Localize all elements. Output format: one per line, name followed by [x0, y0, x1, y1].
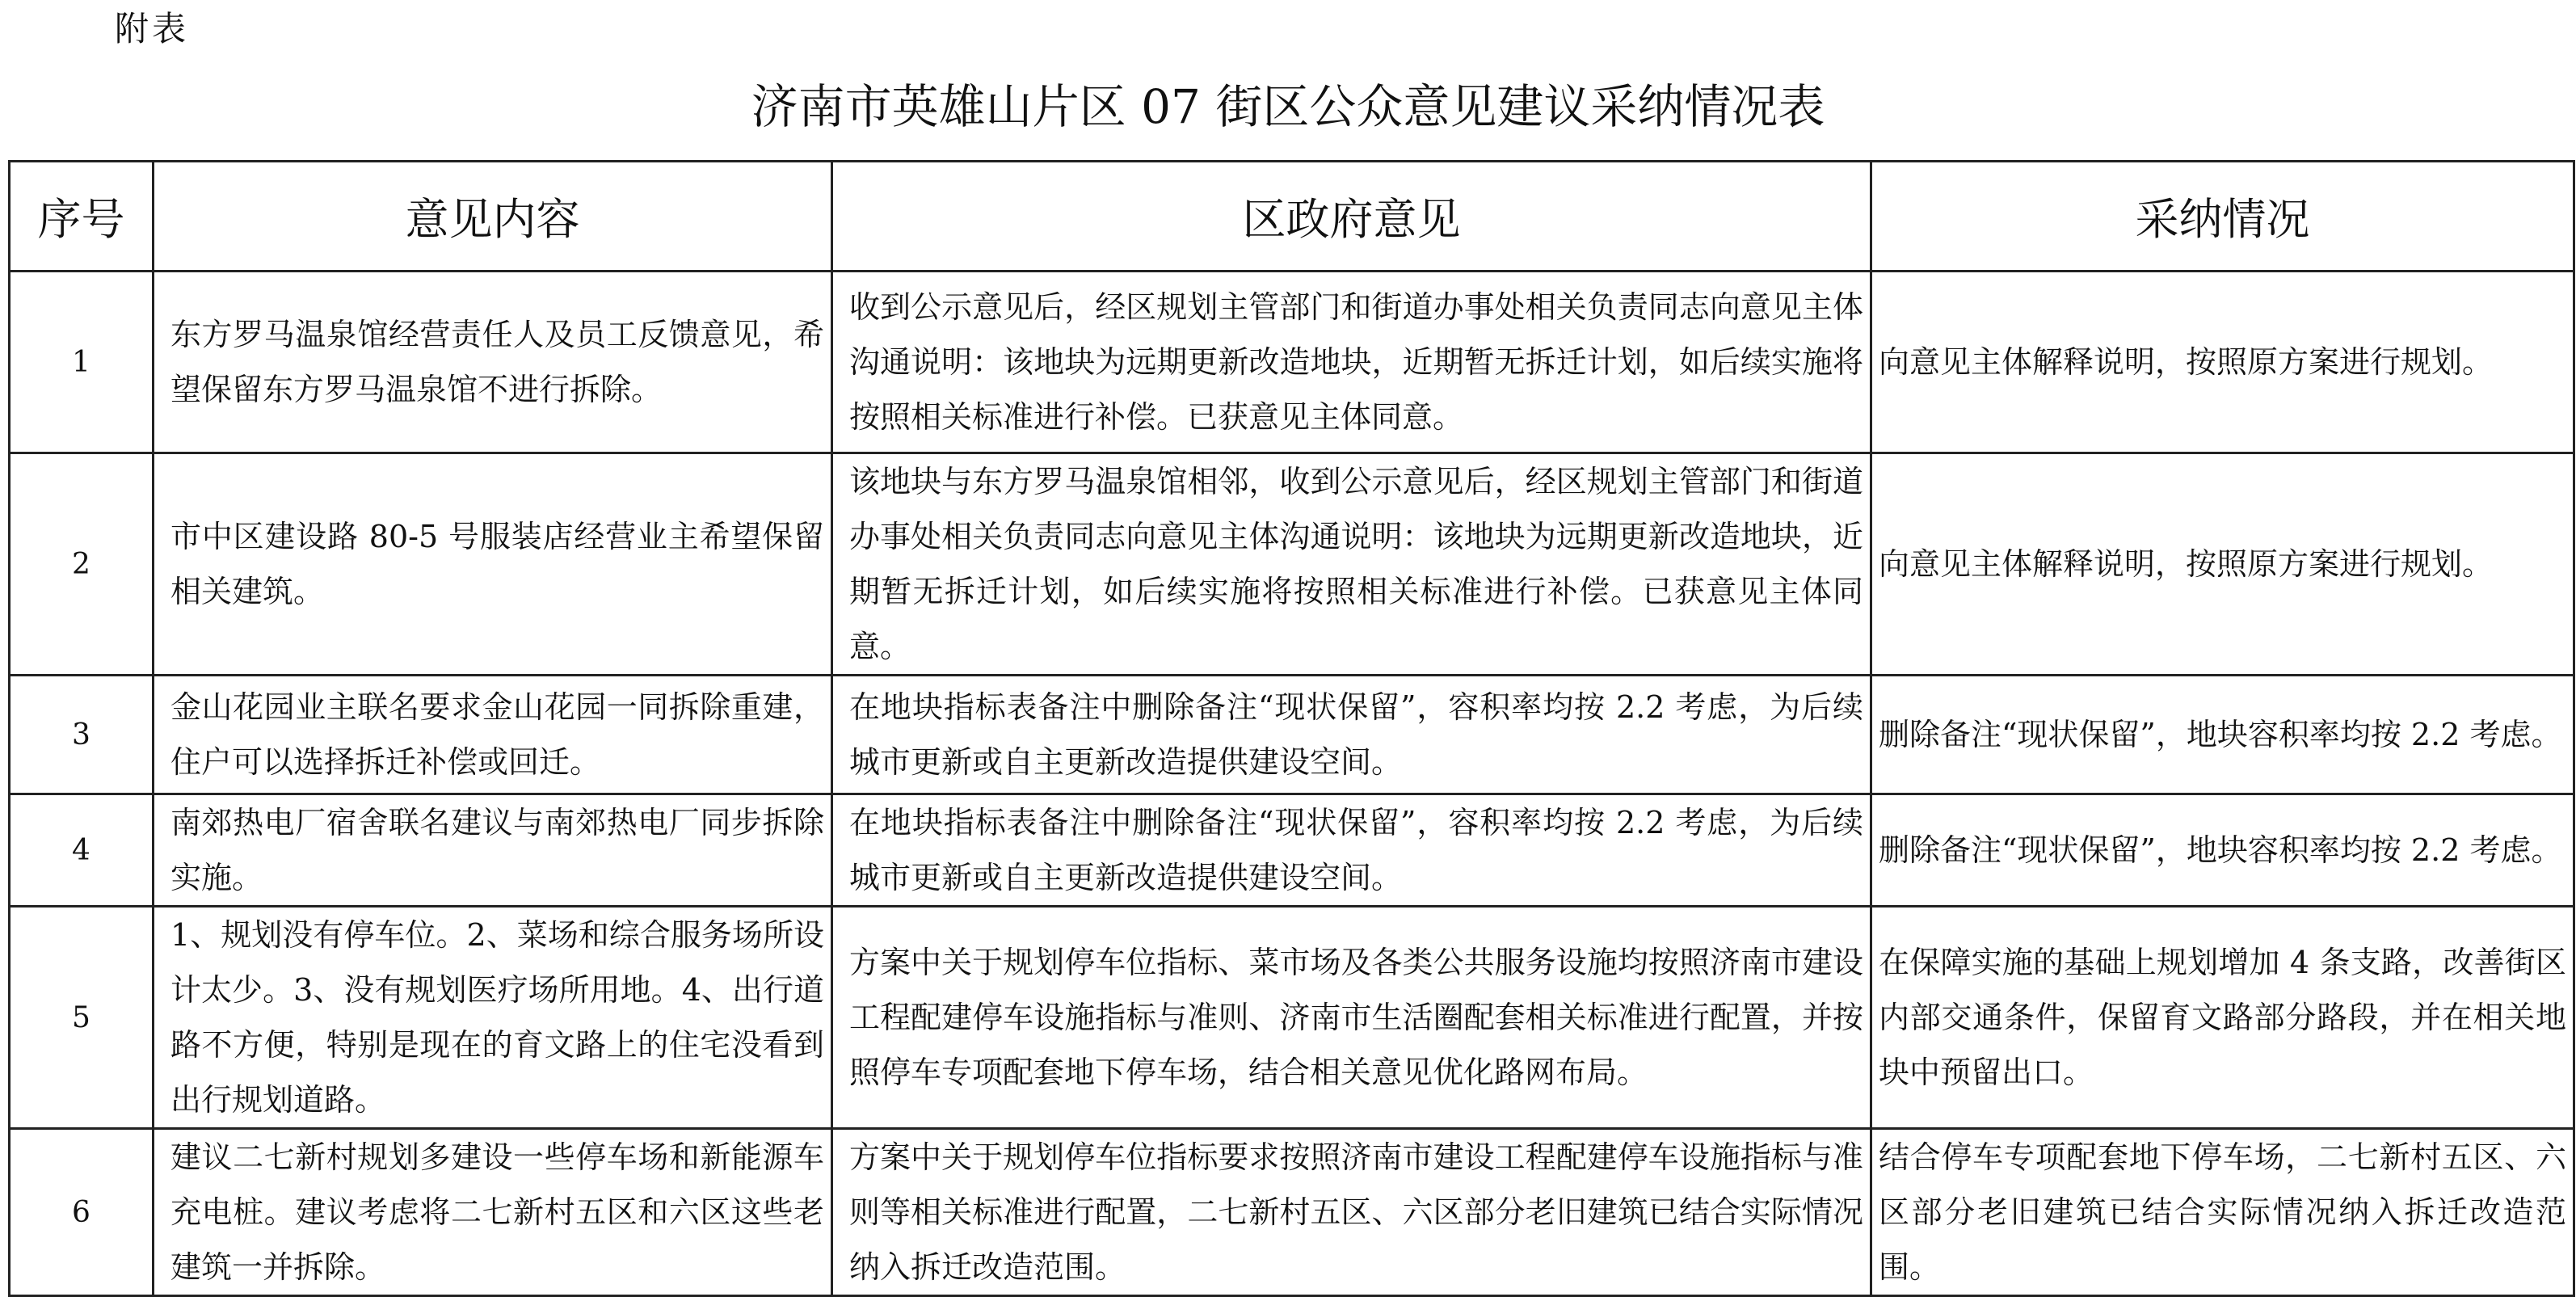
header-no: 序号	[10, 162, 154, 272]
appendix-label: 附表	[115, 9, 190, 48]
cell-opinion: 南郊热电厂宿舍联名建议与南郊热电厂同步拆除实施。	[154, 794, 832, 907]
cell-opinion: 市中区建设路 80-5 号服装店经营业主希望保留相关建筑。	[154, 453, 832, 676]
cell-gov: 方案中关于规划停车位指标、菜市场及各类公共服务设施均按照济南市建设工程配建停车设施指标与准则、济南市生活圈配套相关标准进行配置，并按照停车专项配套地下停车场，结合相关意见优化路网布局。	[832, 907, 1871, 1129]
cell-gov: 在地块指标表备注中删除备注“现状保留”，容积率均按 2.2 考虑，为后续城市更新或自主更新改造提供建设空间。	[832, 676, 1871, 794]
cell-adopt: 删除备注“现状保留”，地块容积率均按 2.2 考虑。	[1871, 676, 2574, 794]
table-row	[10, 676, 2574, 794]
cell-adopt: 在保障实施的基础上规划增加 4 条支路，改善街区内部交通条件，保留育文路部分路段，并在相关地块中预留出口。	[1871, 907, 2574, 1129]
cell-opinion: 建议二七新村规划多建设一些停车场和新能源车充电桩。建议考虑将二七新村五区和六区这些老建筑一并拆除。	[154, 1129, 832, 1296]
table-row	[10, 794, 2574, 907]
header-row	[10, 162, 2574, 272]
header-gov: 区政府意见	[832, 162, 1871, 272]
cell-gov: 收到公示意见后，经区规划主管部门和街道办事处相关负责同志向意见主体沟通说明：该地块为远期更新改造地块，近期暂无拆迁计划，如后续实施将按照相关标准进行补偿。已获意见主体同意。	[832, 272, 1871, 453]
cell-no: 4	[10, 794, 154, 907]
cell-gov: 方案中关于规划停车位指标要求按照济南市建设工程配建停车设施指标与准则等相关标准进行配置，二七新村五区、六区部分老旧建筑已结合实际情况纳入拆迁改造范围。	[832, 1129, 1871, 1296]
table-row	[10, 1129, 2574, 1296]
cell-no: 2	[10, 453, 154, 676]
table-row	[10, 272, 2574, 453]
table-row	[10, 907, 2574, 1129]
cell-no: 6	[10, 1129, 154, 1296]
opinion-table	[8, 160, 2575, 1297]
page-title: 济南市英雄山片区 07 街区公众意见建议采纳情况表	[751, 79, 1825, 134]
cell-adopt: 删除备注“现状保留”，地块容积率均按 2.2 考虑。	[1871, 794, 2574, 907]
cell-adopt: 向意见主体解释说明，按照原方案进行规划。	[1871, 272, 2574, 453]
cell-no: 3	[10, 676, 154, 794]
header-opinion: 意见内容	[154, 162, 832, 272]
table-row	[10, 453, 2574, 676]
header-adopt: 采纳情况	[1871, 162, 2574, 272]
cell-adopt: 向意见主体解释说明，按照原方案进行规划。	[1871, 453, 2574, 676]
cell-adopt: 结合停车专项配套地下停车场，二七新村五区、六区部分老旧建筑已结合实际情况纳入拆迁改造范围。	[1871, 1129, 2574, 1296]
cell-opinion: 1、规划没有停车位。2、菜场和综合服务场所设计太少。3、没有规划医疗场所用地。4、出行道路不方便，特别是现在的育文路上的住宅没看到出行规划道路。	[154, 907, 832, 1129]
cell-no: 5	[10, 907, 154, 1129]
cell-gov: 该地块与东方罗马温泉馆相邻，收到公示意见后，经区规划主管部门和街道办事处相关负责同志向意见主体沟通说明：该地块为远期更新改造地块，近期暂无拆迁计划，如后续实施将按照相关标准进行补偿。已获意见主体同意。	[832, 453, 1871, 676]
cell-gov: 在地块指标表备注中删除备注“现状保留”，容积率均按 2.2 考虑，为后续城市更新或自主更新改造提供建设空间。	[832, 794, 1871, 907]
cell-opinion: 金山花园业主联名要求金山花园一同拆除重建，住户可以选择拆迁补偿或回迁。	[154, 676, 832, 794]
cell-opinion: 东方罗马温泉馆经营责任人及员工反馈意见，希望保留东方罗马温泉馆不进行拆除。	[154, 272, 832, 453]
cell-no: 1	[10, 272, 154, 453]
